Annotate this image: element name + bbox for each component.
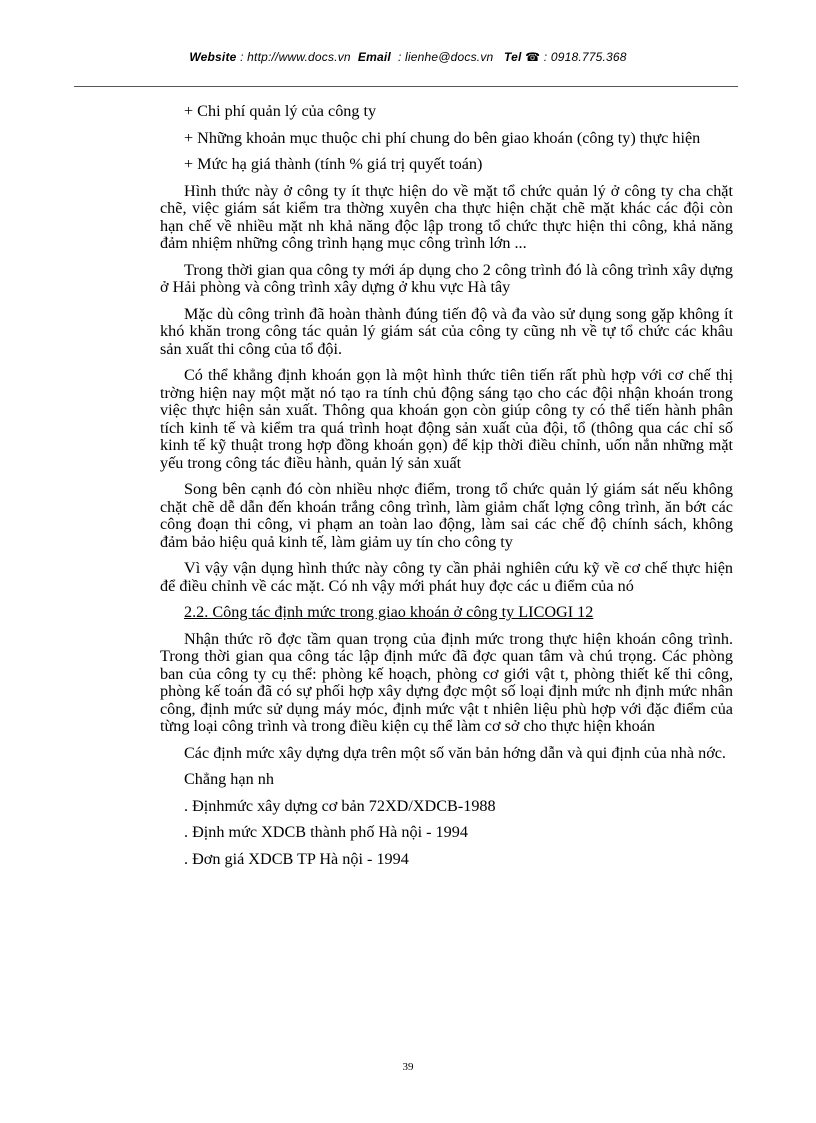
page-header bbox=[0, 50, 816, 64]
page-number: 39 bbox=[402, 1061, 414, 1073]
email-label: Email bbox=[357, 50, 391, 64]
phone-icon: ☎ bbox=[525, 50, 541, 64]
tel-label: Tel bbox=[504, 50, 522, 64]
paragraph-5: Trong thời gian qua công ty mới áp dụng cho 2 công trình đó là công trình xây dựng ở Hải phòng và công trình xây dựng ở khu vực Hà tây bbox=[160, 260, 733, 296]
tel-value: : 0918.775.368 bbox=[543, 50, 627, 64]
list-item-2: . Định mức XDCB thành phố Hà nội - 1994 bbox=[184, 823, 468, 841]
section-heading: 2.2. Công tác định mức trong giao khoán ở công ty LICOGI 12 bbox=[184, 603, 594, 621]
document-body bbox=[160, 103, 733, 877]
paragraph-8: Song bên cạnh đó còn nhiều nhợc điểm, trong tổ chức quản lý giám sát nếu không chặt chẽ dễ dẫn đến khoán trắng công trình, làm giảm chất lợng công trình, ăn bớt các công đoạn thi công, vi phạm an toàn lao động, làm sai các chế độ chính sách, không đảm bảo hiệu quả kinh tế, làm giảm uy tín cho công ty bbox=[160, 480, 733, 551]
paragraph-10: Nhận thức rõ đợc tầm quan trọng của định mức trong thực hiện khoán công trình. Trong thời gian qua công tác lập định mức đã đợc quan tâm và chú trọng. Các phòng ban của công ty cụ thể: phòng kế hoạch, phòng cơ giới vật t, phòng thiết kế thi công, phòng kế toán đã có sự phối hợp xây dựng đợc một số loại định mức nh định mức nhân công, định mức sử dụng máy móc, định mức vật t nhiên liệu phù hợp với đặc điểm của từng loại công trình và trong điều kiện cụ thể làm cơ sở cho thực hiện khoán bbox=[160, 629, 733, 735]
website-value: : http://www.docs.vn bbox=[240, 50, 351, 64]
email-value: : lienhe@docs.vn bbox=[397, 50, 494, 64]
paragraph-3: + Mức hạ giá thành (tính % giá trị quyết toán) bbox=[184, 155, 483, 173]
list-item-3: . Đơn giá XDCB TP Hà nội - 1994 bbox=[184, 849, 409, 868]
paragraph-2: + Những khoản mục thuộc chi phí chung do bên giao khoán (công ty) thực hiện bbox=[184, 128, 701, 147]
paragraph-1: + Chi phí quản lý của công ty bbox=[184, 102, 377, 120]
website-label: Website bbox=[189, 50, 237, 64]
paragraph-4: Hình thức này ở công ty ít thực hiện do về mặt tổ chức quản lý ở công ty cha chặt chẽ, việc giám sát kiểm tra thờng xuyên cha thực hiện chặt chẽ mặt khác các đội còn hạn chế về nhiều mặt nh khả năng độc lập trong tổ chức thực hiện thi công, khả năng đảm nhiệm những công trình hạng mục công trình lớn ... bbox=[160, 181, 733, 252]
list-item-1: . Địnhmức xây dựng cơ bản 72XD/XDCB-1988 bbox=[184, 796, 496, 815]
paragraph-6: Mặc dù công trình đã hoàn thành đúng tiến độ và đa vào sử dụng song gặp không ít khó khăn trong công tác quản lý giám sát của công ty cũng nh về tự tổ chức các khâu sản xuất thi công của tổ đội. bbox=[160, 304, 733, 358]
paragraph-9: Vì vậy vận dụng hình thức này công ty cần phải nghiên cứu kỹ về cơ chế thực hiện để điều chỉnh về các mặt. Có nh vậy mới phát huy đợc các u điểm của nó bbox=[160, 559, 733, 595]
header-divider bbox=[74, 86, 738, 87]
paragraph-12: Chẳng hạn nh bbox=[184, 770, 274, 788]
paragraph-11: Các định mức xây dựng dựa trên một số văn bản hớng dẫn và qui định của nhà nớc. bbox=[184, 743, 726, 762]
paragraph-7: Có thể khẳng định khoán gọn là một hình thức tiên tiến rất phù hợp với cơ chế thị trờng hiện nay một mặt nó tạo ra tính chủ động sáng tạo cho các đội nhận khoán trong việc thực hiện sản xuất. Thông qua khoán gọn còn giúp công ty có thể tiến hành phân tích kinh tế và kiểm tra quá trình hoạt động sản xuất của đội, tổ (thông qua các chỉ số kinh tế kỹ thuật trong hợp đồng khoán gọn) để kịp thời điều chỉnh, uốn nắn những mặt yếu trong công tác điều hành, quản lý sản xuất bbox=[160, 366, 733, 472]
